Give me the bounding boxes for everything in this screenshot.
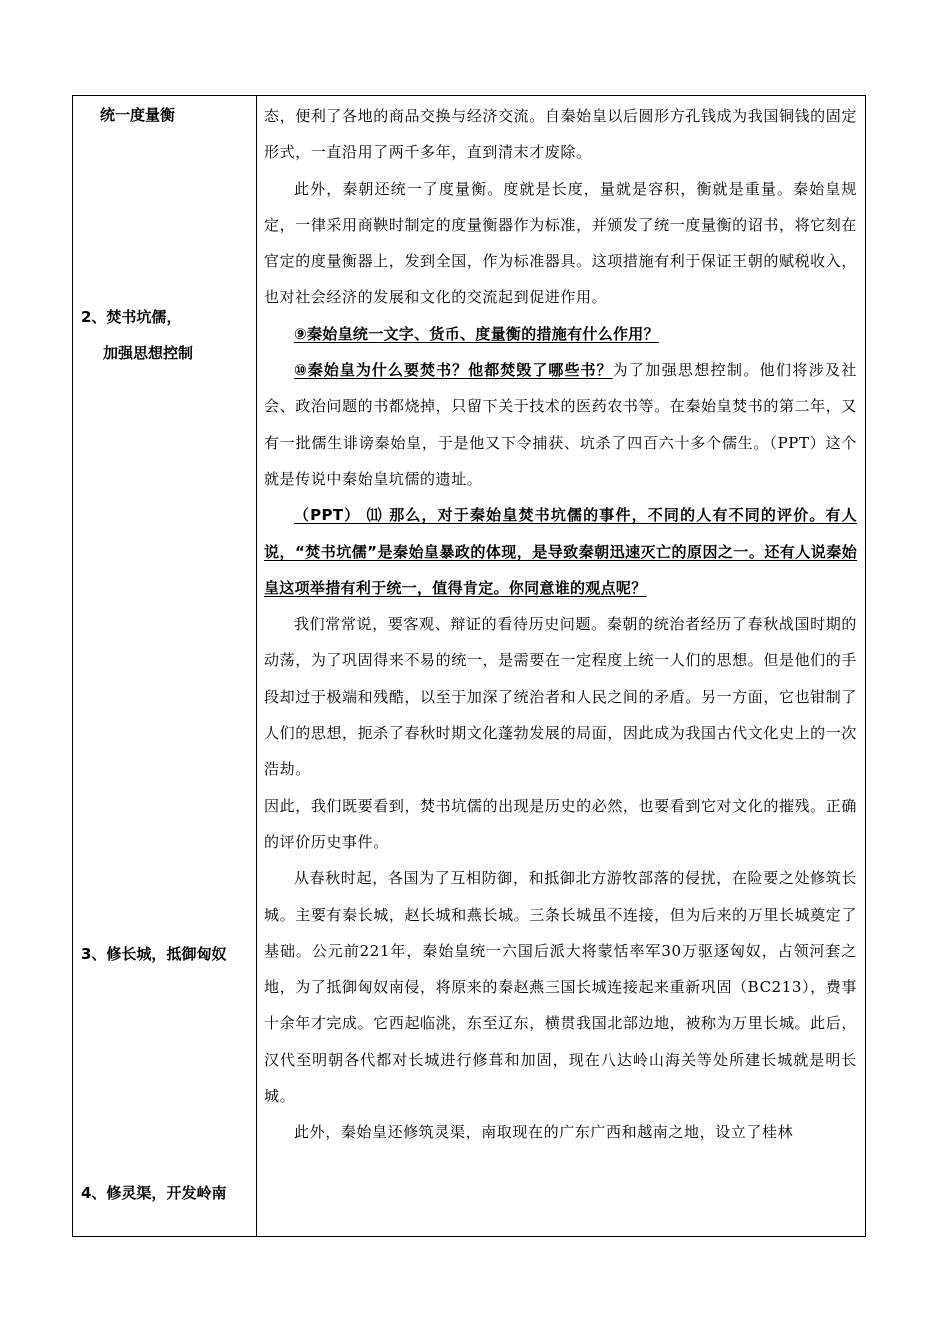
- paragraph-dialectic-view: 我们常常说，要客观、辩证的看待历史问题。秦朝的统治者经历了春秋战国时期的动荡，为了巩固得来不易的统一，是需要在一定程度上统一人们的思想。但是他们的手段却过于极端和残酷，以至于加深了统治者和人民之间的矛盾。另一方面，它也钳制了人们的思想，扼杀了春秋时期文化蓬勃发展的局面，因此成为我国古代文化史上的一次浩劫。: [264, 615, 857, 779]
- paragraph-burn-books: [264, 352, 857, 497]
- paragraph-conclusion: 因此，我们既要看到，焚书坑儒的出现是历史的必然，也要看到它对文化的摧残。正确的评价历史事件。: [264, 796, 857, 851]
- question-11-text: （PPT） ⑾ 那么，对于秦始皇焚书坑儒的事件，不同的人有不同的评价。有人说，“焚书坑儒”是秦始皇暴政的体现，是导致秦朝迅速灭亡的原因之一。还有人说秦始皇这项举措有利于统一，值得肯定。你同意谁的观点呢？: [264, 506, 857, 597]
- question-9: [264, 316, 857, 352]
- heading-burn-books: 2、焚书坑儒，: [81, 308, 182, 326]
- heading-great-wall: 3、修长城，抵御匈奴: [81, 945, 227, 963]
- paragraph-measures: 此外，秦朝还统一了度量衡。度就是长度，量就是容积，衡就是重量。秦始皇规定，一律采用商鞅时制定的度量衡器作为标准，并颁发了统一度量衡的诏书，将它刻在官定的度量衡器上，发到全国，作为标准器具。这项措施有利于保证王朝的赋税收入，也对社会经济的发展和文化的交流起到促进作用。: [264, 179, 857, 307]
- heading-lingqu-canal: 4、修灵渠，开发岭南: [81, 1184, 227, 1202]
- question-11: [264, 497, 857, 606]
- paragraph-currency: 态，便利了各地的商品交换与经济交流。自秦始皇以后圆形方孔钱成为我国铜钱的固定形式，一直沿用了两千多年，直到清末才废除。: [264, 107, 857, 162]
- content-column: [257, 96, 865, 1236]
- question-10-text: ⑩秦始皇为什么要焚书？他都焚毁了哪些书？: [294, 361, 613, 380]
- question-9-text: ⑨秦始皇统一文字、货币、度量衡的措施有什么作用？: [294, 324, 659, 343]
- paragraph-great-wall: 从春秋时起，各国为了互相防御，和抵御北方游牧部落的侵扰，在险要之处修筑长城。主要有秦长城，赵长城和燕长城。三条长城虽不连接，但为后来的万里长城奠定了基础。公元前221年，秦始皇统一六国后派大将蒙恬率军30万驱逐匈奴，占领河套之地，为了抵御匈奴南侵，将原来的秦赵燕三国长城连接起来重新巩固（BC213），费事十余年才完成。它西起临洮，东至辽东，横贯我国北部边地，被称为万里长城。此后，汉代至明朝各代都对长城进行修葺和加固，现在八达岭山海关等处所建长城就是明长城。: [264, 869, 857, 1106]
- heading-unify-measures: 统一度量衡: [100, 106, 176, 124]
- outline-column: [73, 96, 256, 1236]
- heading-thought-control: 加强思想控制: [103, 344, 194, 362]
- burn-books-explanation: 为了加强思想控制。他们将涉及社会、政治问题的书都烧掉，只留下关于技术的医药农书等。在秦始皇焚书的第二年，又有一批儒生诽谤秦始皇，于是他又下令捕获、坑杀了四百六十多个儒生。（PPT）这个就是传说中秦始皇坑儒的遗址。: [264, 361, 857, 488]
- paragraph-lingqu: 此外，秦始皇还修筑灵渠，南取现在的广东广西和越南之地，设立了桂林: [294, 1123, 794, 1142]
- lesson-table: [72, 95, 866, 1237]
